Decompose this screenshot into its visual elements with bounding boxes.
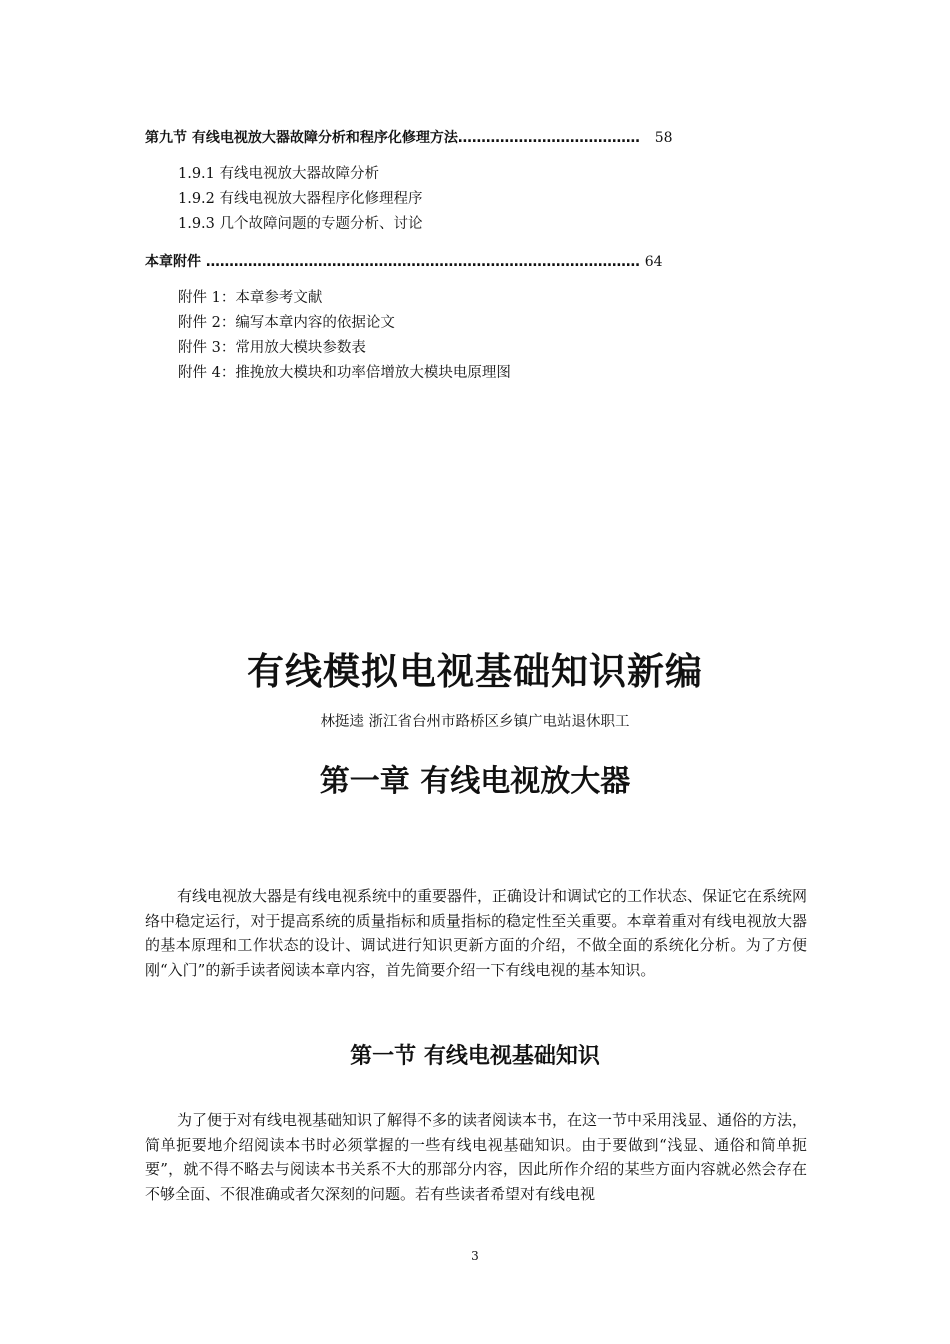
toc-appendix-item-2: 附件 2：编写本章内容的依据论文 bbox=[178, 315, 395, 331]
chapter-title: 第一章 有线电视放大器 bbox=[319, 764, 631, 799]
page-number: 3 bbox=[471, 1249, 479, 1263]
toc-section-9-page: 58 bbox=[654, 130, 673, 146]
toc-item-1-9-2: 1.9.2 有线电视放大器程序化修理程序 bbox=[178, 191, 423, 207]
toc-section-9 bbox=[145, 128, 673, 148]
document-author: 林挺逵 浙江省台州市路桥区乡镇广电站退休职工 bbox=[320, 714, 630, 730]
toc-item-1-9-1: 1.9.1 有线电视放大器故障分析 bbox=[178, 166, 380, 182]
toc-appendix-item-1: 附件 1：本章参考文献 bbox=[178, 290, 323, 306]
toc-appendix-item-4: 附件 4：推挽放大模块和功率倍增放大模块电原理图 bbox=[178, 365, 511, 381]
toc-item-1-9-3: 1.9.3 几个故障问题的专题分析、讨论 bbox=[178, 216, 423, 232]
toc-appendix bbox=[145, 252, 663, 272]
intro-paragraph: 有线电视放大器是有线电视系统中的重要器件，正确设计和调试它的工作状态、保证它在系统网络中稳定运行，对于提高系统的质量指标和质量指标的稳定性至关重要。本章着重对有线电视放大器的基本原理和工作状态的设计、调试进行知识更新方面的介绍，不做全面的系统化分析。为了方便刚“入门”的新手读者阅读本章内容，首先简要介绍一下有线电视的基本知识。 bbox=[145, 887, 808, 979]
toc-appendix-item-3: 附件 3：常用放大模块参数表 bbox=[178, 340, 366, 356]
toc-appendix-label: 本章附件 ………………………………………………………………………………… bbox=[145, 254, 640, 270]
toc-appendix-page: 64 bbox=[644, 254, 663, 270]
toc-section-9-label: 第九节 有线电视放大器故障分析和程序化修理方法………………………………… bbox=[145, 130, 640, 146]
document-title: 有线模拟电视基础知识新编 bbox=[247, 650, 703, 693]
section-1-paragraph: 为了便于对有线电视基础知识了解得不多的读者阅读本书，在这一节中采用浅显、通俗的方法，简单扼要地介绍阅读本书时必须掌握的一些有线电视基础知识。由于要做到“浅显、通俗和简单扼要”，就不得不略去与阅读本书关系不大的那部分内容，因此所作介绍的某些方面内容就必然会存在不够全面、不很准确或者欠深刻的问题。若有些读者希望对有线电视 bbox=[145, 1111, 808, 1203]
section-1-title: 第一节 有线电视基础知识 bbox=[350, 1044, 600, 1069]
